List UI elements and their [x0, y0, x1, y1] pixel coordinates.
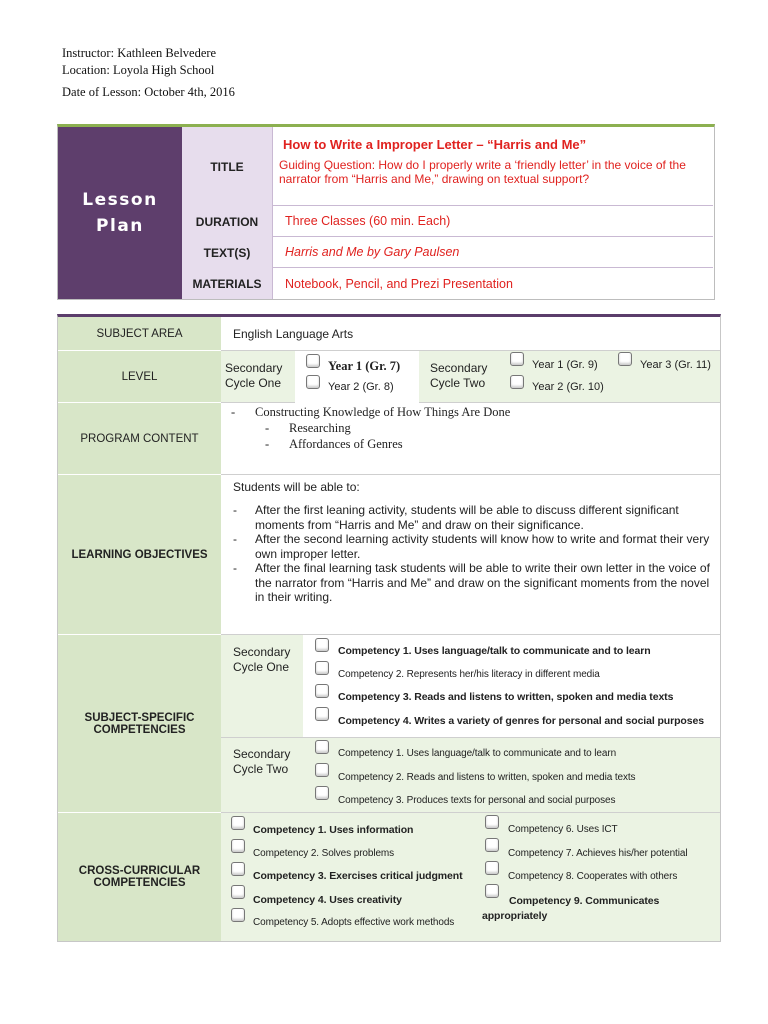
- competency-c1-2-checkbox[interactable]: [315, 661, 329, 675]
- objectives-intro: Students will be able to:: [233, 480, 360, 494]
- cross-c3-checkbox[interactable]: [231, 862, 245, 876]
- competency-c1-2-label: Competency 2. Represents her/his literacy in different media: [338, 669, 600, 680]
- lesson-title: How to Write a Improper Letter – “Harris and Me”: [283, 137, 587, 152]
- competency-c1-4-checkbox[interactable]: [315, 707, 329, 721]
- objective-bullet-3: -: [233, 561, 237, 575]
- year2-gr10-label: Year 2 (Gr. 10): [532, 381, 604, 393]
- learning-objectives-cell: [221, 475, 720, 635]
- materials-value: Notebook, Pencil, and Prezi Presentation: [272, 268, 713, 299]
- cross-c6-label: Competency 6. Uses ICT: [508, 824, 618, 835]
- competency-c1-3-label: Competency 3. Reads and listens to written, spoken and media texts: [338, 691, 674, 703]
- competency-divider: [221, 737, 720, 738]
- lesson-plan-box: [57, 124, 715, 300]
- lesson-details-table: [57, 314, 721, 942]
- program-content-sub-2: Affordances of Genres: [289, 437, 403, 451]
- cross-c7-label: Competency 7. Achieves his/her potential: [508, 848, 688, 859]
- texts-label: TEXT(S): [182, 237, 272, 269]
- title-cell: [272, 127, 713, 206]
- guiding-question: Guiding Question: How do I properly write a ‘friendly letter’ in the voice of the narrator from “Harris and Me,” drawing on textual support?: [279, 158, 686, 186]
- cross-c2-label: Competency 2. Solves problems: [253, 848, 395, 859]
- cross-competencies-cell: [221, 813, 720, 941]
- program-content-sub-bullet-1: -: [265, 421, 270, 435]
- lesson-plan-badge: [58, 127, 182, 299]
- subject-competencies-label: SUBJECT-SPECIFIC COMPETENCIES: [58, 635, 221, 813]
- year2-gr8-label: Year 2 (Gr. 8): [328, 381, 394, 393]
- duration-label: DURATION: [182, 206, 272, 238]
- program-content-label: PROGRAM CONTENT: [58, 403, 221, 475]
- year3-gr11-label: Year 3 (Gr. 11): [640, 359, 711, 371]
- location-line: Location: Loyola High School: [62, 63, 215, 77]
- level-cycle-two-label: Secondary Cycle Two: [430, 361, 488, 390]
- cross-c8-checkbox[interactable]: [485, 861, 499, 875]
- year1-gr7-label: Year 1 (Gr. 7): [328, 359, 401, 373]
- date-line: Date of Lesson: October 4th, 2016: [62, 85, 235, 99]
- subject-competencies-cell: [221, 635, 720, 813]
- subject-area-value: English Language Arts: [233, 327, 354, 341]
- cross-c4-label: Competency 4. Uses creativity: [253, 894, 402, 906]
- level-cell: [221, 351, 720, 403]
- competency-c1-3-checkbox[interactable]: [315, 684, 329, 698]
- cross-c1-label: Competency 1. Uses information: [253, 824, 414, 836]
- cross-c8-label: Competency 8. Cooperates with others: [508, 871, 678, 882]
- cross-c2-checkbox[interactable]: [231, 839, 245, 853]
- year2-gr8-checkbox[interactable]: [306, 375, 320, 389]
- competency-c1-1-label: Competency 1. Uses language/talk to communicate and to learn: [338, 645, 651, 657]
- objective-3: After the final learning task students will be able to write their own letter in the voice of the narrator from “Harris and Me” and draw on the significant moments from the novel in their writing.: [255, 561, 710, 604]
- instructor-line: Instructor: Kathleen Belvedere: [62, 46, 217, 60]
- duration-value: Three Classes (60 min. Each): [272, 206, 713, 237]
- cross-c6-checkbox[interactable]: [485, 815, 499, 829]
- badge-line-2: Plan: [96, 216, 144, 236]
- program-content-bullet: -: [231, 405, 236, 419]
- year1-gr9-checkbox[interactable]: [510, 352, 524, 366]
- cross-c5-checkbox[interactable]: [231, 908, 245, 922]
- program-content-sub-bullet-2: -: [265, 437, 270, 451]
- competency-c2-2-label: Competency 2. Reads and listens to written, spoken and media texts: [338, 772, 636, 783]
- competency-c2-3-label: Competency 3. Produces texts for personal and social purposes: [338, 795, 616, 806]
- competency-cycle-two-label: Secondary Cycle Two: [233, 747, 291, 776]
- texts-value: Harris and Me by Gary Paulsen: [272, 237, 713, 268]
- competency-c2-3-checkbox[interactable]: [315, 786, 329, 800]
- cross-c1-checkbox[interactable]: [231, 816, 245, 830]
- subject-area-cell: [221, 317, 720, 351]
- year3-gr11-checkbox[interactable]: [618, 352, 632, 366]
- cross-c7-checkbox[interactable]: [485, 838, 499, 852]
- title-label: TITLE: [182, 127, 272, 207]
- cross-c3-label: Competency 3. Exercises critical judgment: [253, 870, 463, 882]
- year1-gr9-label: Year 1 (Gr. 9): [532, 359, 598, 371]
- year1-gr7-checkbox[interactable]: [306, 354, 320, 368]
- badge-line-1: Lesson: [82, 190, 158, 210]
- competency-cycle-one-label: Secondary Cycle One: [233, 645, 291, 674]
- level-label: LEVEL: [58, 351, 221, 403]
- level-cycle-one-label: Secondary Cycle One: [225, 361, 283, 390]
- objective-1: After the first leaning activity, students will be able to discuss different significant moments from “Harris and Me” and draw on their significance.: [255, 503, 679, 532]
- learning-objectives-label: LEARNING OBJECTIVES: [58, 475, 221, 635]
- objective-bullet-1: -: [233, 503, 237, 517]
- competency-c1-4-label: Competency 4. Writes a variety of genres for personal and social purposes: [338, 715, 704, 727]
- competency-c2-2-checkbox[interactable]: [315, 763, 329, 777]
- year2-gr10-checkbox[interactable]: [510, 375, 524, 389]
- program-content-cell: [221, 403, 720, 475]
- objective-2: After the second learning activity students will know how to write and format their very own improper letter.: [255, 532, 710, 561]
- cross-c9-label: Competency 9. Communicates appropriately: [482, 895, 660, 922]
- cross-c4-checkbox[interactable]: [231, 885, 245, 899]
- subject-area-label: SUBJECT AREA: [58, 317, 221, 351]
- cross-competencies-label: CROSS-CURRICULAR COMPETENCIES: [58, 813, 221, 941]
- competency-c2-1-checkbox[interactable]: [315, 740, 329, 754]
- materials-label: MATERIALS: [182, 268, 272, 299]
- competency-c1-1-checkbox[interactable]: [315, 638, 329, 652]
- cross-c5-label: Competency 5. Adopts effective work methods: [253, 917, 455, 928]
- program-content-main: Constructing Knowledge of How Things Are Done: [255, 405, 511, 419]
- objective-bullet-2: -: [233, 532, 237, 546]
- competency-c2-1-label: Competency 1. Uses language/talk to communicate and to learn: [338, 748, 617, 759]
- program-content-sub-1: Researching: [289, 421, 351, 435]
